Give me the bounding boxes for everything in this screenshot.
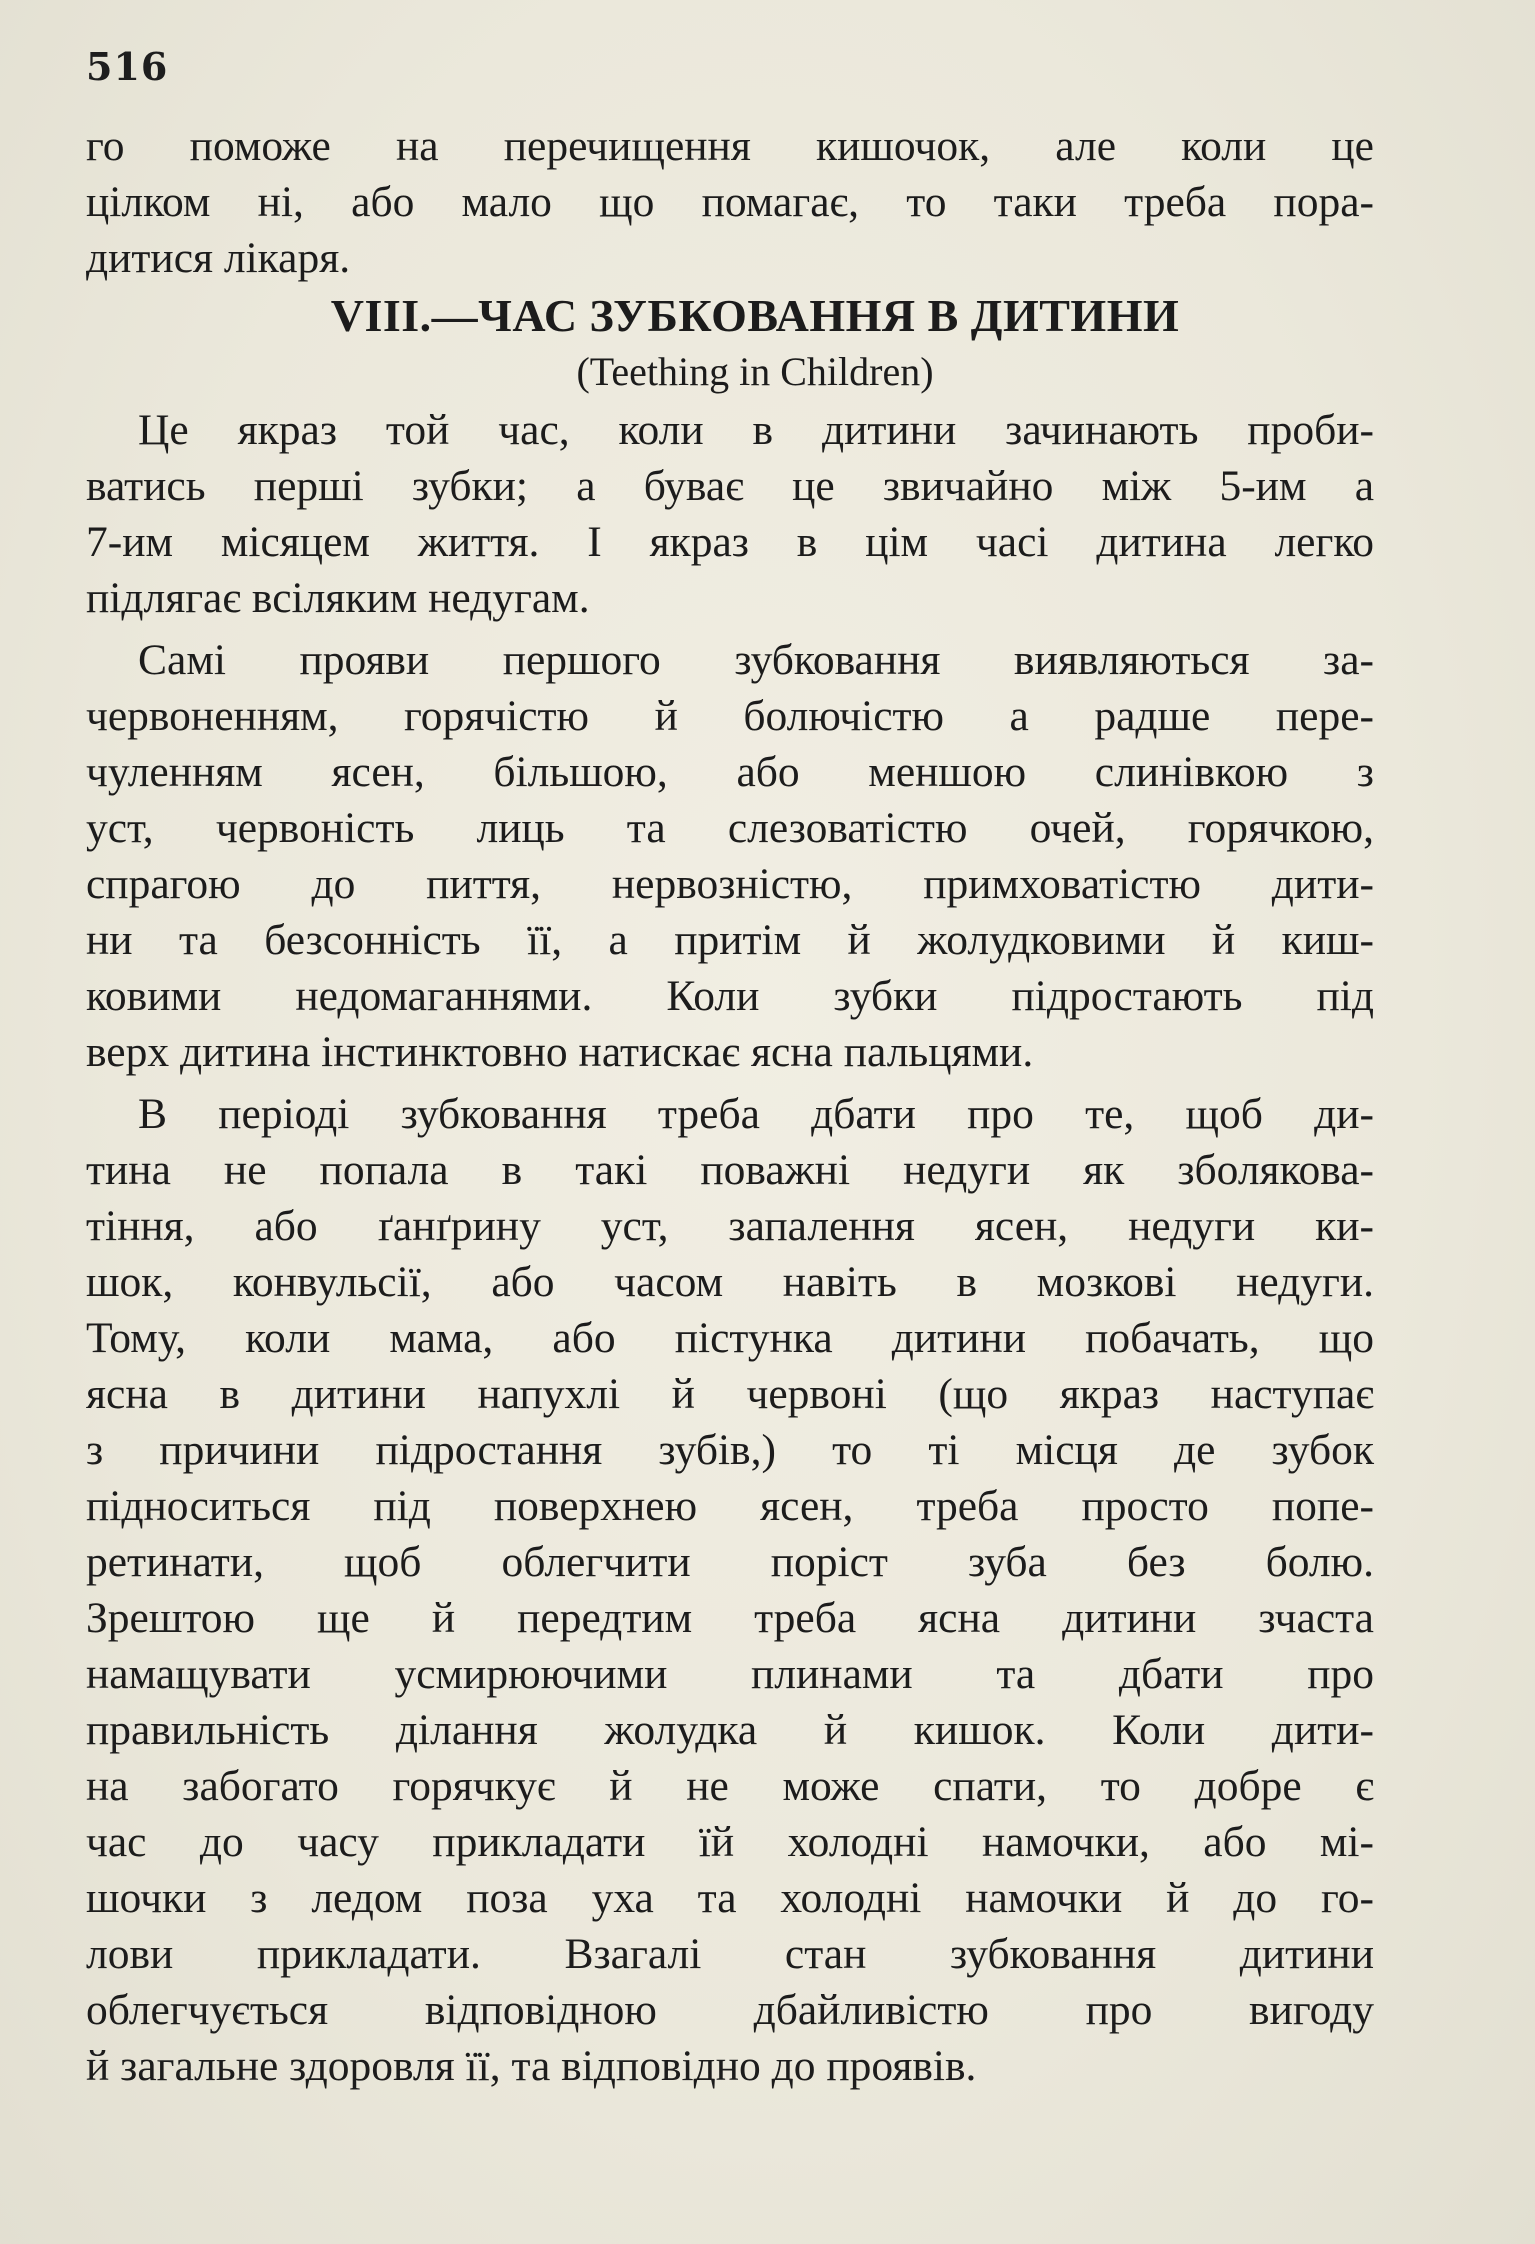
- paragraph-line: підноситься під поверхнею ясен, треба просто попе-: [86, 1482, 1374, 1530]
- section-subheading: (Teething in Children): [576, 349, 934, 394]
- intro-line: го поможе на перечищення кишочок, але коли це: [86, 122, 1374, 170]
- paragraph-line: Це якраз той час, коли в дитини зачинають проби-: [138, 406, 1374, 454]
- paragraph-line: 7-им місяцем життя. І якраз в цім часі дитина легко: [86, 518, 1374, 566]
- intro-line: дитися лікаря.: [86, 234, 351, 282]
- paragraph-line: правильність ділання жолудка й кишок. Коли дити-: [86, 1706, 1374, 1754]
- paragraph-line: на забогато горячкує й не може спати, то добре є: [86, 1762, 1374, 1810]
- paragraph-line: ретинати, щоб облегчити поріст зуба без болю.: [86, 1538, 1374, 1586]
- paragraph-line: ватись перші зубки; а буває це звичайно між 5-им а: [86, 462, 1374, 510]
- paragraph-line: чуленням ясен, більшою, або меншою слинівкою з: [86, 748, 1374, 796]
- paragraph-line: підлягає всіляким недугам.: [86, 574, 590, 622]
- section-heading: VIII.—ЧАС ЗУБКОВАННЯ В ДИТИНИ: [330, 290, 1180, 341]
- paragraph-line: спрагою до пиття, нервозністю, примховатістю дити-: [86, 860, 1374, 908]
- text-block: [86, 118, 1374, 2094]
- paragraph-line: Зрештою ще й передтим треба ясна дитини зчаста: [86, 1594, 1374, 1642]
- paragraph-line: В періоді зубковання треба дбати про те, щоб ди-: [138, 1090, 1374, 1138]
- page-number: 516: [86, 44, 169, 89]
- paragraph-line: лови прикладати. Взагалі стан зубковання дитини: [86, 1930, 1374, 1978]
- paragraph-line: й загальне здоровля її, та відповідно до проявів.: [86, 2042, 977, 2090]
- paragraph-line: ясна в дитини напухлі й червоні (що якраз наступає: [86, 1370, 1374, 1418]
- paragraph-line: облегчується відповідною дбайливістю про вигоду: [86, 1986, 1374, 2034]
- paragraph-line: тіння, або ґанґрину уст, запалення ясен, недуги ки-: [86, 1202, 1374, 1250]
- paragraph-line: шочки з ледом поза уха та холодні намочки й до го-: [86, 1874, 1374, 1922]
- paragraph-line: намащувати усмирюючими плинами та дбати про: [86, 1650, 1374, 1698]
- paragraph-line: верх дитина інстинктовно натискає ясна пальцями.: [86, 1028, 1034, 1076]
- paragraph-line: Самі прояви першого зубковання виявляються за-: [138, 636, 1374, 684]
- paragraph-line: час до часу прикладати їй холодні намочки, або мі-: [86, 1818, 1374, 1866]
- paragraph-line: з причини підростання зубів,) то ті місця де зубок: [86, 1426, 1374, 1474]
- paragraph-line: уст, червоність лиць та слезоватістю очей, горячкою,: [86, 804, 1374, 852]
- paragraph-line: шок, конвульсії, або часом навіть в мозкові недуги.: [86, 1258, 1374, 1306]
- paragraph-line: Тому, коли мама, або пістунка дитини побачать, що: [86, 1314, 1374, 1362]
- paragraph-line: тина не попала в такі поважні недуги як зболякова-: [86, 1146, 1374, 1194]
- intro-line: цілком ні, або мало що помагає, то таки треба пора-: [86, 178, 1374, 226]
- paragraph-line: ни та безсонність її, а притім й жолудковими й киш-: [86, 916, 1374, 964]
- paragraph-line: червоненням, горячістю й болючістю а радше пере-: [86, 692, 1374, 740]
- paragraph-line: ковими недомаганнями. Коли зубки підростають під: [86, 972, 1374, 1020]
